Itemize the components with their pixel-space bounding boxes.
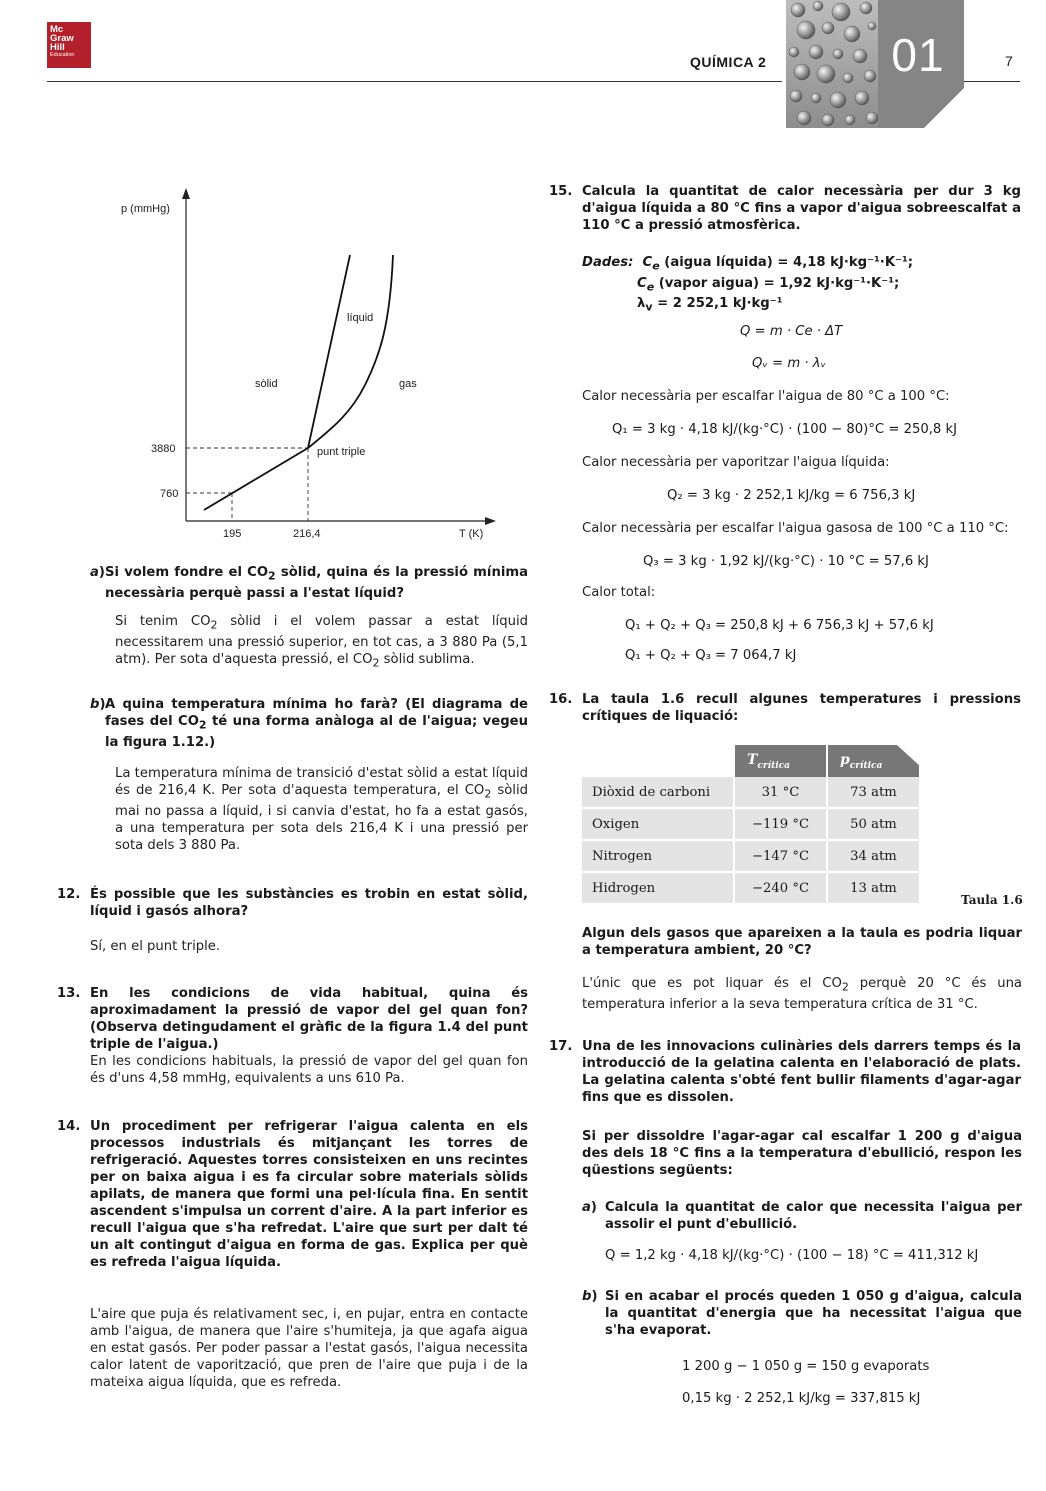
- question-13: [57, 985, 528, 1053]
- answer-17a-equation: Q = 1,2 kg · 4,18 kJ/(kg·°C) · (100 − 18) °C = 411,312 kJ: [605, 1248, 979, 1263]
- table-cell-pressure: 50 atm: [828, 809, 921, 841]
- question-17b-label: b: [582, 1289, 592, 1304]
- table-row: [582, 809, 921, 841]
- question-a-label: a: [90, 565, 99, 580]
- logo-text-2: Graw: [50, 33, 74, 44]
- question-12-number: 12.: [57, 887, 81, 902]
- co2-phase-diagram: [115, 185, 515, 545]
- question-12: [57, 886, 528, 920]
- question-14-number: 14.: [57, 1119, 81, 1134]
- question-16-text: La taula 1.6 recull algunes temperatures i pressions crítiques de liquació:: [582, 692, 1021, 724]
- answer-17b-equation-1: 1 200 g − 1 050 g = 150 g evaporats: [682, 1359, 930, 1374]
- table-header-row: [582, 745, 921, 777]
- question-13-number: 13.: [57, 986, 81, 1001]
- question-16: [549, 691, 1021, 725]
- total-label: Calor total:: [582, 585, 656, 600]
- table-header-temperature: $T_{crítica}$: [735, 745, 828, 777]
- question-b: b) A quina temperatura mínima ho farà? (El diagrama de fases del $CO_2$ té una forma anàloga al de l'aigua; vegeu la figura 1.12.): [90, 697, 528, 750]
- table-row: [582, 777, 921, 809]
- question-15: [549, 183, 1021, 234]
- y-axis-label: p (mmHg): [121, 203, 170, 215]
- table-cell-name: Oxigen: [582, 809, 735, 841]
- region-solid-label: sòlid: [255, 378, 278, 390]
- water-drops-image: [786, 0, 878, 128]
- question-14-text: Un procediment per refrigerar l'aigua calenta en els processos industrials és mitjançant les torres de refrigeració. Aquestes torres consisteixen en uns recintes per on baixa aigua i es fa circular sobre materials sòlids apilats, de manera que formi una pel·lícula fina. En sentit ascendent s'impulsa un corrent d'aire. A la part inferior es recull l'aigua que s'ha refredat. L'aire que surt per dalt té un alt contingut d'aigua en forma de gas. Explica per què es refreda l'aigua líquida.: [90, 1119, 528, 1270]
- header-rule-right: [960, 81, 1020, 82]
- table-cell-pressure: 13 atm: [828, 873, 921, 905]
- header-corner-cut: [897, 745, 921, 777]
- question-12-text: És possible que les substàncies es trobin en estat sòlid, líquid i gasós alhora?: [90, 887, 528, 919]
- publisher-logo: [47, 22, 91, 68]
- logo-text-1: Mc: [50, 24, 64, 35]
- question-13-text: En les condicions de vida habitual, quina és aproximadament la pressió de vapor del gel quan fon? (Observa detingudament el gràfic de la figura 1.4 del punt triple de l'aigua.): [90, 986, 528, 1052]
- y-tick-760: 760: [160, 488, 179, 500]
- table-cell-name: Hidrogen: [582, 873, 735, 905]
- x-axis-label: T (K): [459, 528, 484, 540]
- table-header-empty: [582, 745, 735, 777]
- table-cell-temperature: −119 °C: [735, 809, 828, 841]
- triple-point-label: punt triple: [317, 446, 366, 458]
- table-cell-temperature: −147 °C: [735, 841, 828, 873]
- table-row: [582, 841, 921, 873]
- total-equation-2: Q₁ + Q₂ + Q₃ = 7 064,7 kJ: [625, 648, 797, 663]
- step2-equation: Q₂ = 3 kg · 2 252,1 kJ/kg = 6 756,3 kJ: [667, 488, 916, 503]
- answer-a: Si tenim $CO_2$ sòlid i el volem passar a estat líquid necessitarem una pressió superior, en tot cas, a 3 880 Pa (5,1 atm). Per sota d'aquesta pressió, el $CO_2$ sòlid sublima.: [115, 614, 528, 670]
- critical-values-table: [582, 745, 921, 905]
- table-cell-pressure: 73 atm: [828, 777, 921, 809]
- question-b-label: b: [90, 697, 100, 712]
- data-block: Dades: $C_e$ (aigua líquida) = 4,18 kJ·kg⁻¹·K⁻¹; $C_e$ (vapor aigua) = 1,92 kJ·kg⁻¹·K⁻¹; $\lambda_v = 2$ 252,1 kJ·kg⁻¹: [582, 255, 914, 314]
- question-17-text: Una de les innovacions culinàries dels darrers temps és la introducció de la gelatina calenta en l'elaboració de plats. La gelatina calenta s'obté fent bullir filaments d'agar-agar fins que es dissolen.: [582, 1039, 1021, 1105]
- question-17a-label: a: [582, 1200, 591, 1215]
- question-16-sub: Algun dels gasos que apareixen a la taula es podria liquar a temperatura ambient, 20 °C?: [582, 926, 1022, 958]
- x-tick-216-4: 216,4: [293, 528, 321, 540]
- total-equation-1: Q₁ + Q₂ + Q₃ = 250,8 kJ + 6 756,3 kJ + 57,6 kJ: [625, 618, 934, 633]
- x-tick-195: 195: [223, 528, 242, 540]
- page-number: 7: [1005, 53, 1013, 69]
- logo-text-3: Hill: [50, 42, 65, 53]
- logo-text-4: Education: [50, 52, 75, 58]
- question-15-number: 15.: [549, 184, 573, 199]
- answer-b: La temperatura mínima de transició d'estat sòlid a estat líquid és de 216,4 K. Per sota d'aquesta temperatura, el $CO_2$ sòlid mai no passa a líquid, i si canvia d'estat, ho fa a estat gasós, a una temperatura per sota dels 216,4 K i una pressió per sota dels 3 880 Pa.: [115, 766, 528, 853]
- question-17b: b) Si en acabar el procés queden 1 050 g d'aigua, calcula la quantitat d'energia que ha necessitat l'aigua que s'ha evaporat.: [582, 1289, 1022, 1338]
- header-rule: [47, 81, 782, 82]
- question-17-context: Si per dissoldre l'agar-agar cal escalfar 1 200 g d'aigua des dels 18 °C fins a la temperatura d'ebullició, respon les qüestions següents:: [582, 1129, 1022, 1178]
- subject-title: QUÍMICA 2: [690, 54, 767, 70]
- x-axis-arrow: [485, 517, 496, 525]
- table-cell-temperature: 31 °C: [735, 777, 828, 809]
- question-17: [549, 1038, 1021, 1106]
- answer-12: Sí, en el punt triple.: [90, 939, 221, 954]
- formula-heat: Q = m · Ce · ΔT: [740, 324, 843, 339]
- question-16-number: 16.: [549, 692, 573, 707]
- step1-equation: Q₁ = 3 kg · 4,18 kJ/(kg·°C) · (100 − 80)°C = 250,8 kJ: [612, 422, 958, 437]
- y-tick-3880: 3880: [151, 443, 176, 455]
- fusion-curve: [308, 255, 350, 448]
- region-gas-label: gas: [399, 378, 417, 390]
- table-cell-temperature: −240 °C: [735, 873, 828, 905]
- step3-equation: Q₃ = 3 kg · 1,92 kJ/(kg·°C) · 10 °C = 57,6 kJ: [643, 554, 929, 569]
- step1-label: Calor necessària per escalfar l'aigua de 80 °C a 100 °C:: [582, 389, 950, 404]
- question-14: [57, 1118, 528, 1271]
- question-15-text: Calcula la quantitat de calor necessària per dur 3 kg d'aigua líquida a 80 °C fins a vapor d'aigua sobreescalfat a 110 °C a pressió atmosfèrica.: [582, 184, 1021, 233]
- question-17-number: 17.: [549, 1039, 573, 1054]
- answer-17b-equation-2: 0,15 kg · 2 252,1 kJ/kg = 337,815 kJ: [682, 1391, 921, 1406]
- answer-13: En les condicions habituals, la pressió de vapor del gel quan fon és d'uns 4,58 mmHg, equivalents a uns 610 Pa.: [90, 1054, 528, 1086]
- region-liquid-label: líquid: [347, 312, 374, 324]
- step2-label: Calor necessària per vaporitzar l'aigua líquida:: [582, 455, 890, 470]
- table-row: [582, 873, 921, 905]
- step3-label: Calor necessària per escalfar l'aigua gasosa de 100 °C a 110 °C:: [582, 521, 1009, 536]
- data-label: Dades:: [582, 255, 634, 270]
- table-cell-name: Nitrogen: [582, 841, 735, 873]
- table-caption: Taula 1.6: [961, 893, 1023, 907]
- y-axis-arrow: [182, 188, 190, 199]
- table-cell-pressure: 34 atm: [828, 841, 921, 873]
- answer-14: L'aire que puja és relativament sec, i, en pujar, entra en contacte amb l'aigua, de manera que l'aire s'humiteja, ja que agafa aigua en estat gasós. Per poder passar a l'estat gasós, l'aigua necessita calor latent de vaporització, que pren de l'aire que puja i de la mateixa aigua líquida, que es refreda.: [90, 1307, 528, 1390]
- table-cell-name: Diòxid de carboni: [582, 777, 735, 809]
- answer-16: L'únic que es pot liquar és el $CO_2$ perquè 20 °C és una temperatura inferior a la seva temperatura crítica de 31 °C.: [582, 976, 1023, 1012]
- vaporization-curve: [308, 255, 393, 448]
- sublimation-curve: [204, 448, 308, 510]
- table-header-pressure: $p_{crítica}$: [828, 745, 921, 777]
- question-a: a) Si volem fondre el $CO_2$ sòlid, quina és la pressió mínima necessària perquè passi a l'estat líquid?: [90, 565, 528, 601]
- question-17a: a) Calcula la quantitat de calor que necessita l'aigua per assolir el punt d'ebullició.: [582, 1200, 1022, 1232]
- formula-latent: Qᵥ = m · λᵥ: [752, 356, 827, 371]
- chapter-number: 01: [891, 29, 945, 81]
